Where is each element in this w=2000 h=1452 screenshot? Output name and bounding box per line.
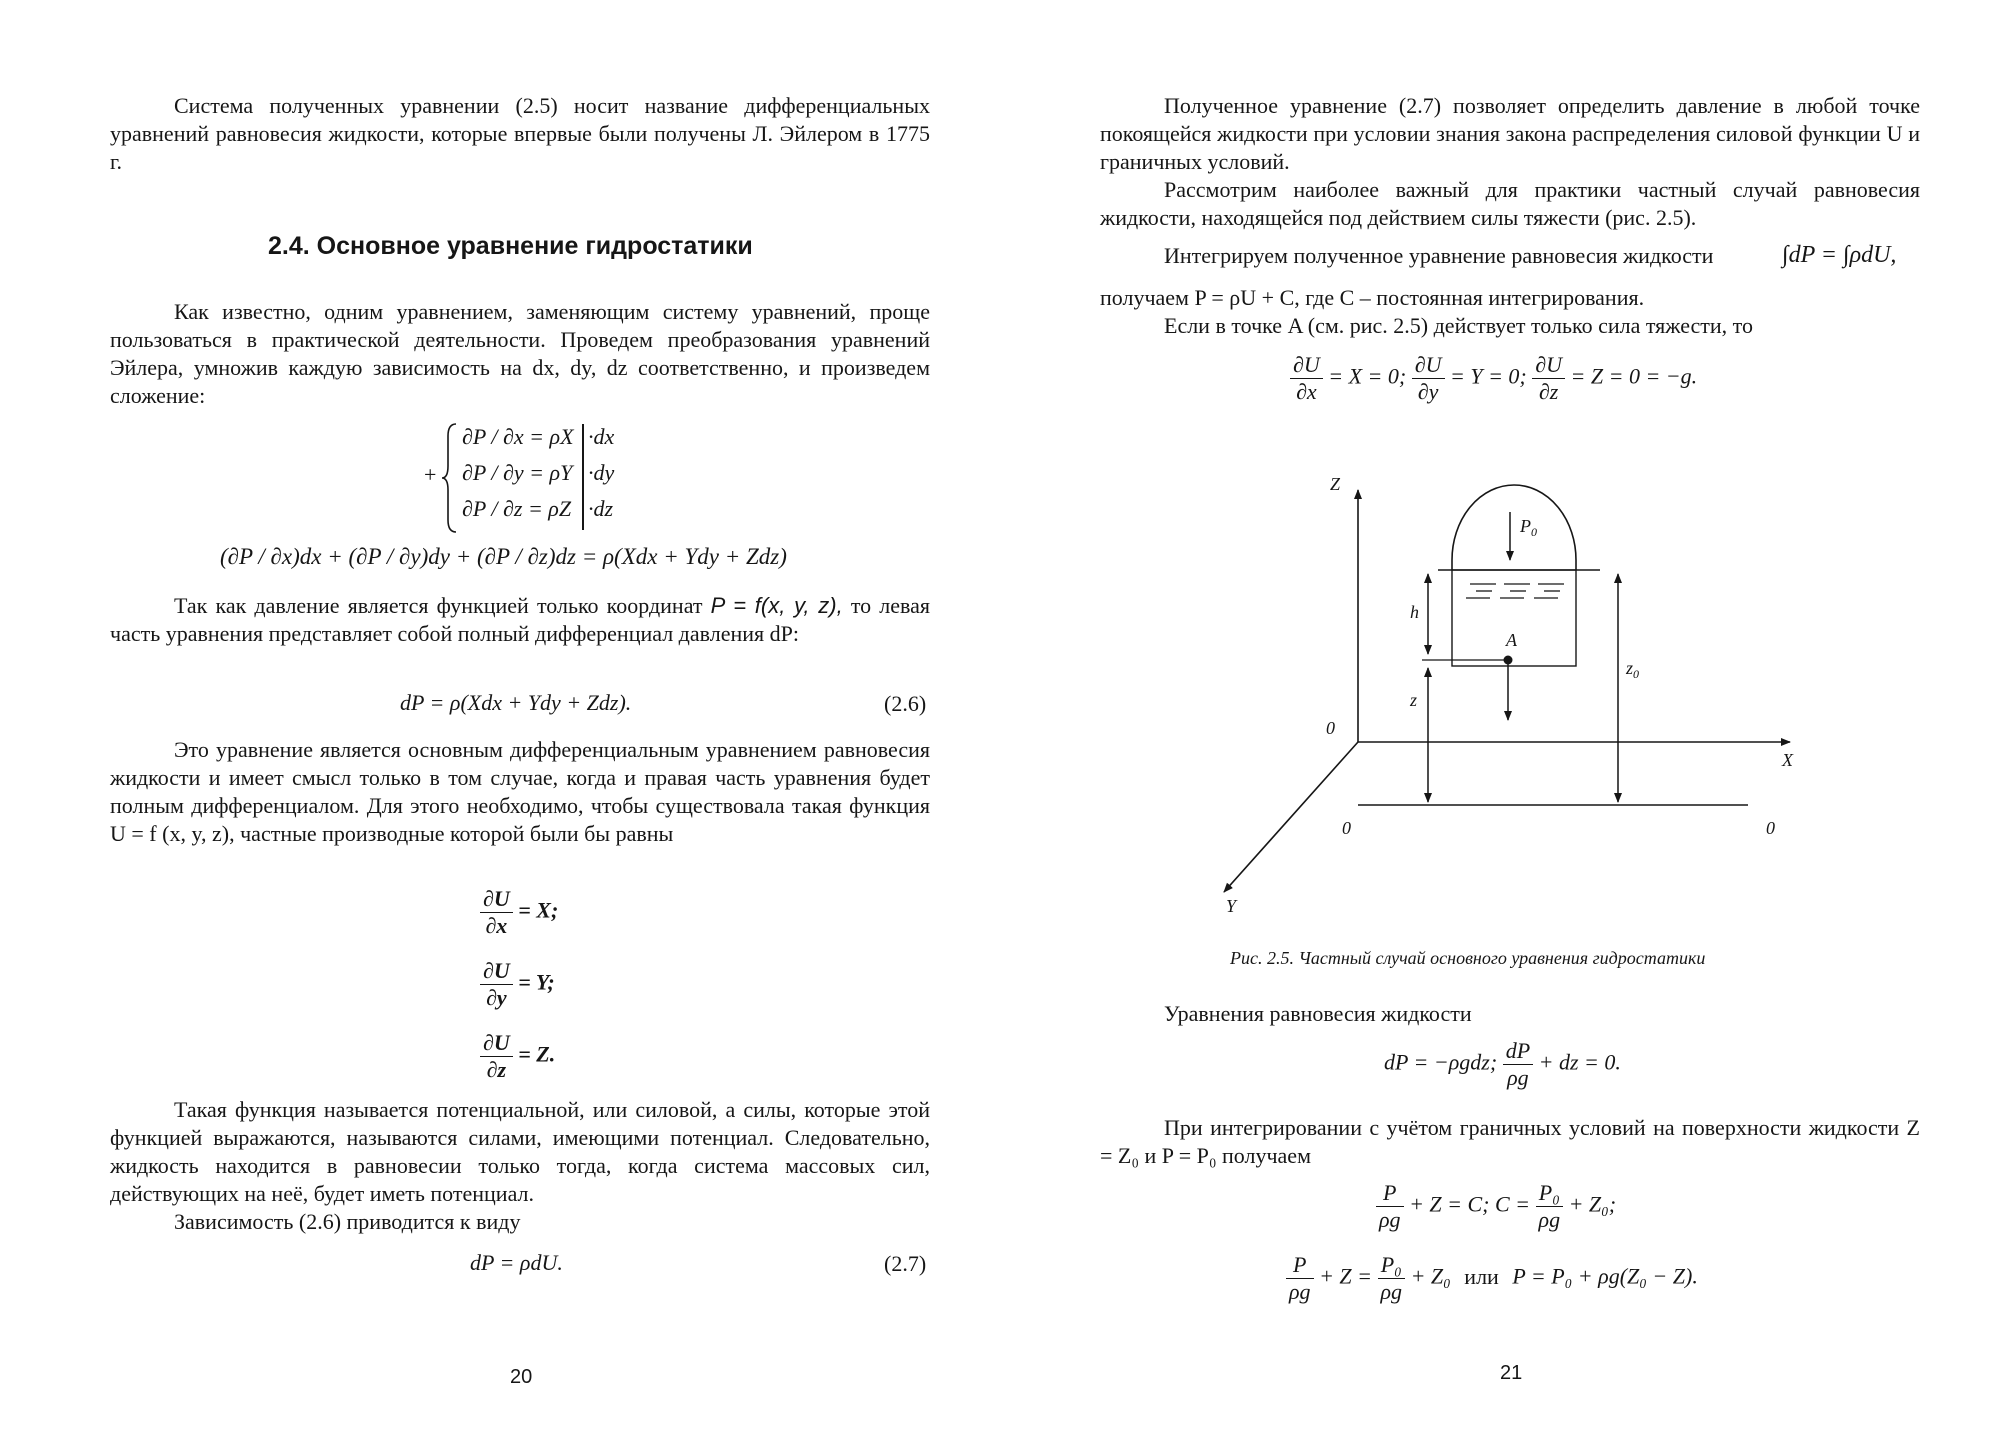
partial-z-den: ∂z	[480, 1056, 513, 1083]
final1-f1-num: P	[1383, 1180, 1397, 1205]
point-a-label: A	[1506, 630, 1517, 650]
sum-equation: (∂P / ∂x)dx + (∂P / ∂y)dy + (∂P / ∂z)dz = ρ(Xdx + Ydy + Zdz)	[220, 544, 787, 569]
equation-system	[422, 422, 662, 534]
equilibrium-right: + dz = 0.	[1538, 1049, 1621, 1075]
final1-end: + Z₀;	[1568, 1191, 1617, 1217]
datum-right-label: 0	[1766, 818, 1775, 838]
page-number-right: 21	[1500, 1362, 1523, 1384]
final-equation-1	[1376, 1180, 1616, 1233]
water-ripples	[1466, 584, 1564, 598]
partial-y-num: ∂U	[483, 958, 510, 983]
gravity-equations	[1290, 352, 1697, 405]
final2-f1-den: ρg	[1286, 1278, 1314, 1305]
final2-f2-num: P₀	[1380, 1252, 1402, 1277]
datum-left-label: 0	[1342, 818, 1351, 838]
axis-x-label: X	[1782, 750, 1793, 770]
final1-f2-num: P₀	[1538, 1180, 1560, 1205]
paragraph-integrate: Интегрируем полученное уравнение равновесия жидкости	[1164, 243, 1714, 268]
partial-z-num: ∂U	[483, 1030, 510, 1055]
final-equation-2	[1286, 1252, 1698, 1305]
system-bar	[582, 424, 584, 530]
system-plus: +	[424, 462, 437, 487]
axis-z-label: Z	[1330, 474, 1341, 494]
gravity-x-num: ∂U	[1293, 352, 1320, 377]
final2-f2-den: ρg	[1378, 1278, 1406, 1305]
paragraph-result: получаем P = ρU + C, где C – постоянная интегрирования.	[1100, 285, 1645, 310]
equilibrium-equation	[1384, 1038, 1621, 1091]
paragraph-basic: Это уравнение является основным дифференциальным уравнением равновесия жидкости и имеет смысл только в том случае, когда и правая часть уравнения будет полным дифференциалом. Для этого необходимо, чтобы существовала такая функция U = f (x, y, z), частные производные которой были бы равны	[110, 737, 930, 846]
final1-f2-den: ρg	[1536, 1206, 1564, 1233]
gravity-x-den: ∂x	[1290, 378, 1323, 405]
equilibrium-left: dP = −ρgdz;	[1384, 1049, 1498, 1075]
final2-mid: + Z =	[1319, 1263, 1372, 1289]
gravity-z-rhs: = Z = 0 = −g.	[1570, 363, 1698, 389]
paragraph-euler: Как известно, одним уравнением, заменяющим систему уравнений, проще пользоваться в практической деятельности. Проведем преобразования уравнений Эйлера, умножив каждую зависимость на dx, dy, dz соответственно, и произведем сложение:	[110, 299, 930, 408]
paragraph-pressure	[110, 592, 930, 648]
system-brace	[442, 422, 458, 534]
section-heading: 2.4. Основное уравнение гидростатики	[268, 232, 753, 260]
axis-y-line	[1224, 742, 1358, 892]
paragraph-pressure-text-1: Так как давление является функцией только координат	[174, 593, 711, 618]
partial-x-num: ∂U	[483, 886, 510, 911]
equation-2-6: dP = ρ(Xdx + Ydy + Zdz).	[400, 690, 632, 715]
z-label: z	[1410, 690, 1418, 710]
gravity-y-rhs: = Y = 0;	[1450, 363, 1527, 389]
paragraph-equilibrium: Уравнения равновесия жидкости	[1164, 1001, 1472, 1026]
page-number-left: 20	[510, 1366, 533, 1388]
gravity-z-den: ∂z	[1532, 378, 1565, 405]
equation-2-7-number: (2.7)	[884, 1251, 927, 1276]
partials-block	[480, 886, 680, 1102]
right-page	[1000, 0, 2000, 1452]
partial-z-rhs: = Z.	[518, 1041, 556, 1067]
partial-z	[480, 1030, 680, 1102]
p0-label: $P_0$	[1520, 516, 1537, 539]
final1-mid: + Z = C; C =	[1409, 1191, 1531, 1217]
z0-label: $z_0$	[1626, 658, 1640, 681]
gravity-z-num: ∂U	[1535, 352, 1563, 377]
vessel-dome	[1452, 485, 1576, 570]
system-line-1: ∂P / ∂x = ρX	[462, 424, 574, 449]
system-mult-1: ·dx	[588, 424, 615, 449]
integral-expression: ∫dP = ∫ρdU,	[1782, 242, 1897, 268]
partial-x-den: ∂x	[480, 912, 513, 939]
equation-2-6-number: (2.6)	[884, 691, 927, 716]
h-label: h	[1410, 602, 1419, 622]
final1-f1-den: ρg	[1376, 1206, 1404, 1233]
paragraph-intro: Система полученных уравнении (2.5) носит название дифференциальных уравнений равновесия жидкости, которые впервые были получены Л. Эйлером в 1775 г.	[110, 93, 930, 174]
system-mult-2: ·dy	[588, 460, 615, 485]
paragraph-boundary: При интегрировании с учётом граничных условий на поверхности жидкости Z = Z₀ и P = P₀ получаем	[1100, 1115, 1920, 1168]
partial-x-rhs: = X;	[518, 897, 559, 923]
gravity-y-num: ∂U	[1414, 352, 1442, 377]
final2-result: P = P₀ + ρg(Z₀ − Z).	[1512, 1263, 1698, 1289]
figure-caption: Рис. 2.5. Частный случай основного уравнения гидростатики	[1230, 948, 1706, 968]
paragraph-pressure-text-2: то левая часть уравнения представляет собой полный дифференциал давления dP:	[110, 593, 930, 646]
equilibrium-frac-den: ρg	[1503, 1064, 1533, 1091]
paragraph-point-a: Если в точке A (см. рис. 2.5) действует только сила тяжести, то	[1164, 313, 1753, 338]
equilibrium-frac-num: dP	[1505, 1038, 1531, 1063]
final2-end: + Z₀	[1410, 1263, 1451, 1289]
partial-y-rhs: = Y;	[518, 969, 555, 995]
partial-x	[480, 886, 680, 958]
figure-hydrostatics	[1200, 460, 1820, 920]
origin-label: 0	[1326, 718, 1335, 738]
paragraph-case: Рассмотрим наиболее важный для практики частный случай равновесия жидкости, находящейся под действием силы тяжести (рис. 2.5).	[1100, 177, 1920, 230]
axis-y-label: Y	[1226, 896, 1237, 916]
pressure-formula: P = f(x, y, z),	[710, 593, 843, 618]
paragraph-eq27: Полученное уравнение (2.7) позволяет определить давление в любой точке покоящейся жидкости при условии знания закона распределения силовой функции U и граничных условий.	[1100, 93, 1920, 174]
gravity-x-rhs: = X = 0;	[1328, 363, 1407, 389]
final2-or: или	[1464, 1263, 1499, 1289]
equation-2-7: dP = ρdU.	[470, 1250, 563, 1275]
system-mult-3: ·dz	[588, 496, 614, 521]
partial-y	[480, 958, 680, 1030]
partial-y-den: ∂y	[480, 984, 513, 1011]
paragraph-potential: Такая функция называется потенциальной, или силовой, а силы, которые этой функцией выражаются, называются силами, имеющими потенциал. Следовательно, жидкость находится в равновесии только тогда, когда система массовых сил, действующих на неё, будет иметь потенциал.	[110, 1097, 930, 1206]
system-line-3: ∂P / ∂z = ρZ	[462, 496, 572, 521]
gravity-y-den: ∂y	[1412, 378, 1445, 405]
paragraph-dependency: Зависимость (2.6) приводится к виду	[174, 1209, 521, 1234]
final2-f1-num: P	[1293, 1252, 1307, 1277]
system-line-2: ∂P / ∂y = ρY	[462, 460, 573, 485]
